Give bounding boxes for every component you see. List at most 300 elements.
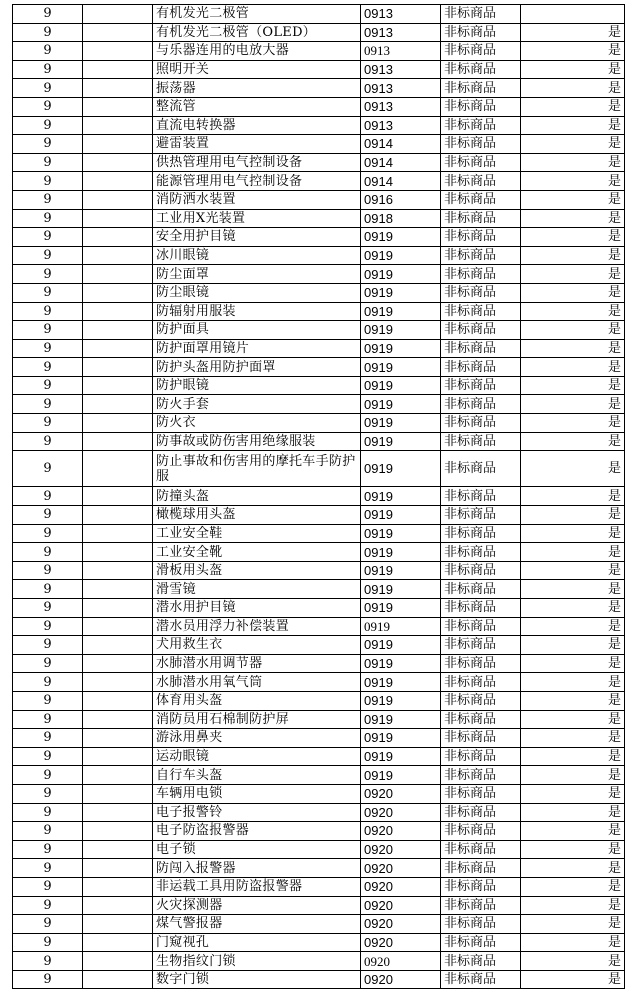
- blank-cell: [83, 915, 153, 934]
- class-number-cell: 9: [13, 840, 83, 859]
- class-number-cell: 9: [13, 172, 83, 191]
- group-code-cell: 0913: [361, 97, 441, 116]
- group-code-cell: 0913: [361, 79, 441, 98]
- flag-cell: 是: [521, 784, 625, 803]
- group-code-cell: 0919: [361, 747, 441, 766]
- product-name-cell: 非运载工具用防盗报警器: [153, 877, 361, 896]
- table-row: [13, 580, 625, 599]
- class-number-cell: 9: [13, 79, 83, 98]
- class-number-cell: 9: [13, 228, 83, 247]
- blank-cell: [83, 506, 153, 525]
- product-name-cell: 自行车头盔: [153, 766, 361, 785]
- product-type-cell: 非标商品: [441, 60, 521, 79]
- class-number-cell: 9: [13, 766, 83, 785]
- product-type-cell: 非标商品: [441, 859, 521, 878]
- product-type-cell: 非标商品: [441, 321, 521, 340]
- flag-cell: 是: [521, 561, 625, 580]
- product-name-cell: 滑板用头盔: [153, 561, 361, 580]
- product-type-cell: 非标商品: [441, 617, 521, 636]
- product-name-cell: 整流管: [153, 97, 361, 116]
- product-type-cell: 非标商品: [441, 636, 521, 655]
- product-name-cell: 消防洒水装置: [153, 190, 361, 209]
- product-type-cell: 非标商品: [441, 691, 521, 710]
- product-type-cell: 非标商品: [441, 283, 521, 302]
- table-row: [13, 265, 625, 284]
- product-type-cell: 非标商品: [441, 784, 521, 803]
- product-name-cell: 防止事故和伤害用的摩托车手防护服: [153, 451, 361, 487]
- blank-cell: [83, 376, 153, 395]
- product-type-cell: 非标商品: [441, 970, 521, 989]
- product-type-cell: 非标商品: [441, 822, 521, 841]
- product-name-cell: 冰川眼镜: [153, 246, 361, 265]
- class-number-cell: 9: [13, 5, 83, 24]
- blank-cell: [83, 617, 153, 636]
- class-number-cell: 9: [13, 283, 83, 302]
- product-name-cell: 煤气警报器: [153, 915, 361, 934]
- flag-cell: 是: [521, 302, 625, 321]
- class-number-cell: 9: [13, 209, 83, 228]
- flag-cell: 是: [521, 580, 625, 599]
- flag-cell: 是: [521, 414, 625, 433]
- product-type-cell: 非标商品: [441, 840, 521, 859]
- table-row: [13, 339, 625, 358]
- flag-cell: 是: [521, 395, 625, 414]
- product-type-cell: 非标商品: [441, 747, 521, 766]
- flag-cell: 是: [521, 654, 625, 673]
- table-row: [13, 451, 625, 487]
- group-code-cell: 0920: [361, 933, 441, 952]
- product-name-cell: 能源管理用电气控制设备: [153, 172, 361, 191]
- group-code-cell: 0919: [361, 246, 441, 265]
- class-number-cell: 9: [13, 42, 83, 61]
- product-type-cell: 非标商品: [441, 915, 521, 934]
- product-name-cell: 防撞头盔: [153, 487, 361, 506]
- table-row: [13, 79, 625, 98]
- product-name-cell: 门窥视孔: [153, 933, 361, 952]
- product-name-cell: 水肺潜水用氧气筒: [153, 673, 361, 692]
- product-type-cell: 非标商品: [441, 265, 521, 284]
- product-type-cell: 非标商品: [441, 599, 521, 618]
- table-row: [13, 376, 625, 395]
- goods-table: [12, 4, 625, 989]
- product-type-cell: 非标商品: [441, 952, 521, 971]
- table-row: [13, 135, 625, 154]
- class-number-cell: 9: [13, 747, 83, 766]
- group-code-cell: 0914: [361, 172, 441, 191]
- blank-cell: [83, 432, 153, 451]
- blank-cell: [83, 135, 153, 154]
- class-number-cell: 9: [13, 915, 83, 934]
- class-number-cell: 9: [13, 636, 83, 655]
- group-code-cell: 0919: [361, 617, 441, 636]
- product-type-cell: 非标商品: [441, 339, 521, 358]
- blank-cell: [83, 209, 153, 228]
- class-number-cell: 9: [13, 60, 83, 79]
- class-number-cell: 9: [13, 339, 83, 358]
- group-code-cell: 0919: [361, 636, 441, 655]
- flag-cell: 是: [521, 803, 625, 822]
- flag-cell: [521, 5, 625, 24]
- product-type-cell: 非标商品: [441, 116, 521, 135]
- group-code-cell: 0919: [361, 691, 441, 710]
- flag-cell: 是: [521, 23, 625, 42]
- flag-cell: 是: [521, 673, 625, 692]
- blank-cell: [83, 246, 153, 265]
- group-code-cell: 0913: [361, 116, 441, 135]
- table-row: [13, 877, 625, 896]
- product-type-cell: 非标商品: [441, 543, 521, 562]
- product-name-cell: 防辐射用服装: [153, 302, 361, 321]
- class-number-cell: 9: [13, 265, 83, 284]
- group-code-cell: 0919: [361, 506, 441, 525]
- product-type-cell: 非标商品: [441, 710, 521, 729]
- table-row: [13, 673, 625, 692]
- group-code-cell: 0920: [361, 784, 441, 803]
- flag-cell: 是: [521, 432, 625, 451]
- blank-cell: [83, 803, 153, 822]
- class-number-cell: 9: [13, 877, 83, 896]
- class-number-cell: 9: [13, 451, 83, 487]
- group-code-cell: 0919: [361, 451, 441, 487]
- blank-cell: [83, 896, 153, 915]
- table-row: [13, 283, 625, 302]
- product-type-cell: 非标商品: [441, 153, 521, 172]
- blank-cell: [83, 729, 153, 748]
- product-name-cell: 游泳用鼻夹: [153, 729, 361, 748]
- group-code-cell: 0918: [361, 209, 441, 228]
- class-number-cell: 9: [13, 617, 83, 636]
- table-row: [13, 321, 625, 340]
- class-number-cell: 9: [13, 23, 83, 42]
- blank-cell: [83, 859, 153, 878]
- product-type-cell: 非标商品: [441, 487, 521, 506]
- table-row: [13, 5, 625, 24]
- group-code-cell: 0916: [361, 190, 441, 209]
- table-row: [13, 747, 625, 766]
- flag-cell: 是: [521, 283, 625, 302]
- table-row: [13, 543, 625, 562]
- table-row: [13, 60, 625, 79]
- product-type-cell: 非标商品: [441, 246, 521, 265]
- class-number-cell: 9: [13, 673, 83, 692]
- group-code-cell: 0920: [361, 840, 441, 859]
- flag-cell: 是: [521, 636, 625, 655]
- blank-cell: [83, 97, 153, 116]
- class-number-cell: 9: [13, 561, 83, 580]
- class-number-cell: 9: [13, 135, 83, 154]
- flag-cell: 是: [521, 246, 625, 265]
- product-name-cell: 电子防盗报警器: [153, 822, 361, 841]
- table-row: [13, 42, 625, 61]
- flag-cell: 是: [521, 729, 625, 748]
- blank-cell: [83, 654, 153, 673]
- class-number-cell: 9: [13, 153, 83, 172]
- blank-cell: [83, 561, 153, 580]
- blank-cell: [83, 302, 153, 321]
- table-row: [13, 487, 625, 506]
- class-number-cell: 9: [13, 190, 83, 209]
- class-number-cell: 9: [13, 302, 83, 321]
- table-row: [13, 729, 625, 748]
- product-name-cell: 防事故或防伤害用绝缘服装: [153, 432, 361, 451]
- product-name-cell: 防护面具: [153, 321, 361, 340]
- product-type-cell: 非标商品: [441, 506, 521, 525]
- product-name-cell: 潜水员用浮力补偿装置: [153, 617, 361, 636]
- flag-cell: 是: [521, 228, 625, 247]
- table-row: [13, 803, 625, 822]
- blank-cell: [83, 487, 153, 506]
- group-code-cell: 0920: [361, 803, 441, 822]
- blank-cell: [83, 42, 153, 61]
- group-code-cell: 0913: [361, 42, 441, 61]
- product-name-cell: 犬用救生衣: [153, 636, 361, 655]
- group-code-cell: 0919: [361, 358, 441, 377]
- flag-cell: 是: [521, 60, 625, 79]
- product-name-cell: 电子报警铃: [153, 803, 361, 822]
- product-name-cell: 与乐器连用的电放大器: [153, 42, 361, 61]
- flag-cell: 是: [521, 896, 625, 915]
- product-type-cell: 非标商品: [441, 42, 521, 61]
- product-type-cell: 非标商品: [441, 766, 521, 785]
- blank-cell: [83, 414, 153, 433]
- flag-cell: 是: [521, 209, 625, 228]
- flag-cell: 是: [521, 135, 625, 154]
- blank-cell: [83, 451, 153, 487]
- table-row: [13, 896, 625, 915]
- product-type-cell: 非标商品: [441, 803, 521, 822]
- group-code-cell: 0919: [361, 321, 441, 340]
- flag-cell: 是: [521, 153, 625, 172]
- flag-cell: 是: [521, 79, 625, 98]
- product-name-cell: 直流电转换器: [153, 116, 361, 135]
- group-code-cell: 0919: [361, 580, 441, 599]
- product-name-cell: 防火手套: [153, 395, 361, 414]
- class-number-cell: 9: [13, 933, 83, 952]
- blank-cell: [83, 710, 153, 729]
- table-row: [13, 506, 625, 525]
- product-type-cell: 非标商品: [441, 190, 521, 209]
- product-name-cell: 滑雪镜: [153, 580, 361, 599]
- table-row: [13, 414, 625, 433]
- blank-cell: [83, 822, 153, 841]
- table-row: [13, 784, 625, 803]
- group-code-cell: 0920: [361, 822, 441, 841]
- group-code-cell: 0913: [361, 5, 441, 24]
- product-type-cell: 非标商品: [441, 23, 521, 42]
- flag-cell: 是: [521, 691, 625, 710]
- class-number-cell: 9: [13, 543, 83, 562]
- product-type-cell: 非标商品: [441, 414, 521, 433]
- flag-cell: 是: [521, 376, 625, 395]
- group-code-cell: 0919: [361, 766, 441, 785]
- table-row: [13, 766, 625, 785]
- group-code-cell: 0920: [361, 970, 441, 989]
- product-type-cell: 非标商品: [441, 524, 521, 543]
- table-row: [13, 654, 625, 673]
- product-name-cell: 工业用X光装置: [153, 209, 361, 228]
- class-number-cell: 9: [13, 487, 83, 506]
- product-type-cell: 非标商品: [441, 172, 521, 191]
- table-row: [13, 561, 625, 580]
- product-name-cell: 工业安全鞋: [153, 524, 361, 543]
- flag-cell: 是: [521, 952, 625, 971]
- product-name-cell: 振荡器: [153, 79, 361, 98]
- class-number-cell: 9: [13, 952, 83, 971]
- table-row: [13, 358, 625, 377]
- group-code-cell: 0919: [361, 414, 441, 433]
- flag-cell: 是: [521, 543, 625, 562]
- class-number-cell: 9: [13, 729, 83, 748]
- product-name-cell: 防护眼镜: [153, 376, 361, 395]
- blank-cell: [83, 339, 153, 358]
- product-name-cell: 有机发光二极管（OLED）: [153, 23, 361, 42]
- group-code-cell: 0920: [361, 877, 441, 896]
- blank-cell: [83, 265, 153, 284]
- flag-cell: 是: [521, 524, 625, 543]
- product-name-cell: 生物指纹门锁: [153, 952, 361, 971]
- product-type-cell: 非标商品: [441, 358, 521, 377]
- blank-cell: [83, 23, 153, 42]
- blank-cell: [83, 784, 153, 803]
- product-type-cell: 非标商品: [441, 302, 521, 321]
- goods-table-body: [13, 5, 625, 989]
- class-number-cell: 9: [13, 376, 83, 395]
- group-code-cell: 0919: [361, 654, 441, 673]
- product-type-cell: 非标商品: [441, 228, 521, 247]
- product-name-cell: 照明开关: [153, 60, 361, 79]
- table-row: [13, 97, 625, 116]
- product-type-cell: 非标商品: [441, 395, 521, 414]
- flag-cell: 是: [521, 840, 625, 859]
- product-type-cell: 非标商品: [441, 432, 521, 451]
- group-code-cell: 0919: [361, 729, 441, 748]
- table-row: [13, 710, 625, 729]
- group-code-cell: 0920: [361, 859, 441, 878]
- table-row: [13, 970, 625, 989]
- group-code-cell: 0914: [361, 153, 441, 172]
- flag-cell: 是: [521, 190, 625, 209]
- table-row: [13, 840, 625, 859]
- product-name-cell: 防护头盔用防护面罩: [153, 358, 361, 377]
- class-number-cell: 9: [13, 599, 83, 618]
- product-type-cell: 非标商品: [441, 580, 521, 599]
- blank-cell: [83, 747, 153, 766]
- product-type-cell: 非标商品: [441, 933, 521, 952]
- class-number-cell: 9: [13, 506, 83, 525]
- product-name-cell: 运动眼镜: [153, 747, 361, 766]
- group-code-cell: 0920: [361, 896, 441, 915]
- flag-cell: 是: [521, 339, 625, 358]
- flag-cell: 是: [521, 358, 625, 377]
- class-number-cell: 9: [13, 654, 83, 673]
- product-name-cell: 防火衣: [153, 414, 361, 433]
- class-number-cell: 9: [13, 784, 83, 803]
- product-name-cell: 橄榄球用头盔: [153, 506, 361, 525]
- class-number-cell: 9: [13, 395, 83, 414]
- group-code-cell: 0919: [361, 376, 441, 395]
- product-name-cell: 防尘面罩: [153, 265, 361, 284]
- class-number-cell: 9: [13, 97, 83, 116]
- product-name-cell: 防护面罩用镜片: [153, 339, 361, 358]
- group-code-cell: 0914: [361, 135, 441, 154]
- blank-cell: [83, 877, 153, 896]
- product-name-cell: 消防员用石棉制防护屏: [153, 710, 361, 729]
- blank-cell: [83, 840, 153, 859]
- blank-cell: [83, 524, 153, 543]
- group-code-cell: 0919: [361, 432, 441, 451]
- product-name-cell: 防尘眼镜: [153, 283, 361, 302]
- group-code-cell: 0919: [361, 283, 441, 302]
- product-name-cell: 工业安全靴: [153, 543, 361, 562]
- table-row: [13, 617, 625, 636]
- blank-cell: [83, 153, 153, 172]
- group-code-cell: 0919: [361, 673, 441, 692]
- table-row: [13, 302, 625, 321]
- product-name-cell: 有机发光二极管: [153, 5, 361, 24]
- product-name-cell: 火灾探测器: [153, 896, 361, 915]
- class-number-cell: 9: [13, 970, 83, 989]
- class-number-cell: 9: [13, 691, 83, 710]
- class-number-cell: 9: [13, 358, 83, 377]
- blank-cell: [83, 283, 153, 302]
- blank-cell: [83, 228, 153, 247]
- blank-cell: [83, 599, 153, 618]
- group-code-cell: 0919: [361, 599, 441, 618]
- flag-cell: 是: [521, 97, 625, 116]
- class-number-cell: 9: [13, 414, 83, 433]
- product-name-cell: 水肺潜水用调节器: [153, 654, 361, 673]
- product-type-cell: 非标商品: [441, 79, 521, 98]
- product-name-cell: 防闯入报警器: [153, 859, 361, 878]
- group-code-cell: 0919: [361, 561, 441, 580]
- flag-cell: 是: [521, 42, 625, 61]
- product-name-cell: 电子锁: [153, 840, 361, 859]
- flag-cell: 是: [521, 822, 625, 841]
- blank-cell: [83, 60, 153, 79]
- table-row: [13, 915, 625, 934]
- class-number-cell: 9: [13, 321, 83, 340]
- blank-cell: [83, 172, 153, 191]
- table-row: [13, 524, 625, 543]
- blank-cell: [83, 673, 153, 692]
- product-name-cell: 数字门锁: [153, 970, 361, 989]
- class-number-cell: 9: [13, 822, 83, 841]
- table-row: [13, 116, 625, 135]
- group-code-cell: 0919: [361, 339, 441, 358]
- flag-cell: 是: [521, 116, 625, 135]
- table-row: [13, 190, 625, 209]
- table-row: [13, 822, 625, 841]
- blank-cell: [83, 321, 153, 340]
- blank-cell: [83, 970, 153, 989]
- flag-cell: 是: [521, 710, 625, 729]
- product-name-cell: 避雷装置: [153, 135, 361, 154]
- blank-cell: [83, 952, 153, 971]
- group-code-cell: 0913: [361, 60, 441, 79]
- class-number-cell: 9: [13, 432, 83, 451]
- class-number-cell: 9: [13, 580, 83, 599]
- product-type-cell: 非标商品: [441, 376, 521, 395]
- product-type-cell: 非标商品: [441, 654, 521, 673]
- flag-cell: 是: [521, 599, 625, 618]
- group-code-cell: 0919: [361, 302, 441, 321]
- blank-cell: [83, 5, 153, 24]
- class-number-cell: 9: [13, 710, 83, 729]
- blank-cell: [83, 580, 153, 599]
- product-type-cell: 非标商品: [441, 5, 521, 24]
- class-number-cell: 9: [13, 803, 83, 822]
- blank-cell: [83, 636, 153, 655]
